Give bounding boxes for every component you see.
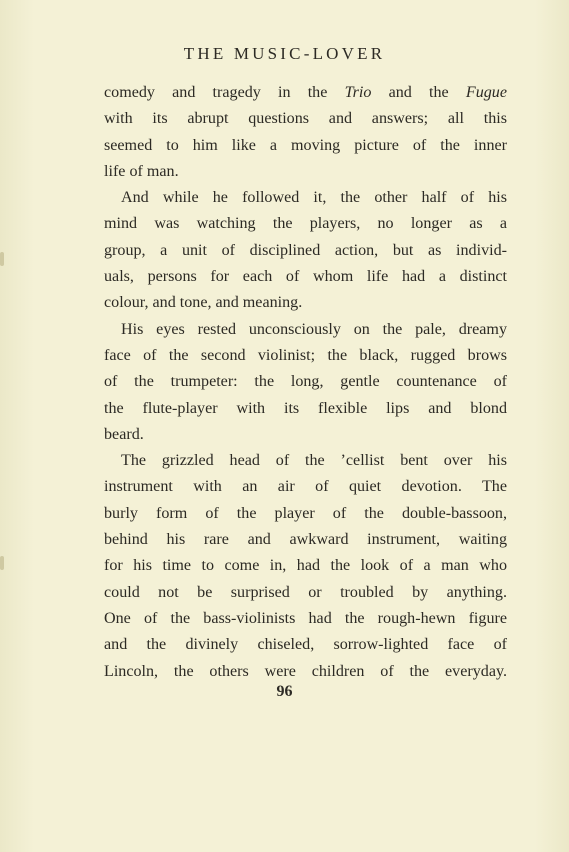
- text-segment: and the: [371, 84, 466, 101]
- text-segment: of the trumpeter: the long, gentle countenance of: [104, 373, 507, 391]
- text-line: [104, 106, 507, 132]
- text-segment: And while he followed it, the other half of his: [121, 189, 507, 207]
- text-segment: mind was watching the players, no longer as a: [104, 215, 507, 233]
- text-segment: seemed to him like a moving picture of the inner: [104, 136, 507, 154]
- text-segment: colour, and tone, and meaning.: [104, 294, 303, 312]
- text-segment: burly form of the player of the double-bassoon,: [104, 504, 507, 522]
- page-edge-mark: [0, 252, 4, 266]
- text-line: [104, 659, 507, 685]
- text-segment: behind his rare and awkward instrument, waiting: [104, 531, 507, 549]
- text-line: [104, 133, 507, 159]
- text-segment: and the divinely chiseled, sorrow-lighted face of: [104, 636, 507, 654]
- text-segment: with its abrupt questions and answers; all this: [104, 110, 507, 128]
- text-line: [104, 80, 507, 106]
- text-segment: face of the second violinist; the black, rugged brows: [104, 346, 507, 364]
- page-number: 96: [276, 683, 293, 700]
- text-segment: could not be surprised or troubled by anything.: [104, 583, 507, 601]
- text-line: [104, 264, 507, 290]
- text-line: [104, 501, 507, 527]
- text-line: [104, 317, 507, 343]
- text-line: [104, 422, 507, 448]
- text-segment: His eyes rested unconsciously on the pale, dreamy: [121, 320, 507, 338]
- text-segment: the flute-player with its flexible lips and blond: [104, 399, 507, 417]
- text-line: [104, 632, 507, 658]
- text-line: [104, 211, 507, 237]
- italic-title: Fugue: [465, 84, 507, 101]
- text-segment: for his time to come in, had the look of a man who: [104, 557, 507, 575]
- text-segment: uals, persons for each of whom life had a distinct: [104, 268, 507, 286]
- text-line: [104, 185, 507, 211]
- text-line: [104, 474, 507, 500]
- text-line: [104, 159, 507, 185]
- text-line: [104, 580, 507, 606]
- text-segment: life of man.: [104, 162, 179, 180]
- text-segment: The grizzled head of the ’cellist bent over his: [121, 452, 507, 470]
- text-line: [104, 343, 507, 369]
- italic-title: Trio: [344, 84, 372, 101]
- text-line: [104, 369, 507, 395]
- text-line: [104, 448, 507, 474]
- page-edge-mark: [0, 556, 4, 570]
- text-segment: comedy and tragedy in the: [104, 84, 345, 101]
- text-segment: One of the bass-violinists had the rough-hewn figure: [104, 609, 507, 627]
- text-line: [104, 553, 507, 579]
- text-line: [104, 238, 507, 264]
- text-segment: group, a unit of disciplined action, but as individ-: [104, 241, 507, 259]
- text-line: [104, 606, 507, 632]
- text-line: [104, 527, 507, 553]
- text-segment: Lincoln, the others were children of the everyday.: [104, 662, 507, 680]
- running-head: THE MUSIC-LOVER: [183, 44, 386, 63]
- text-segment: instrument with an air of quiet devotion. The: [104, 478, 507, 496]
- body-text: [104, 80, 507, 685]
- text-segment: beard.: [104, 425, 144, 443]
- text-line: [104, 396, 507, 422]
- text-line: [104, 290, 507, 316]
